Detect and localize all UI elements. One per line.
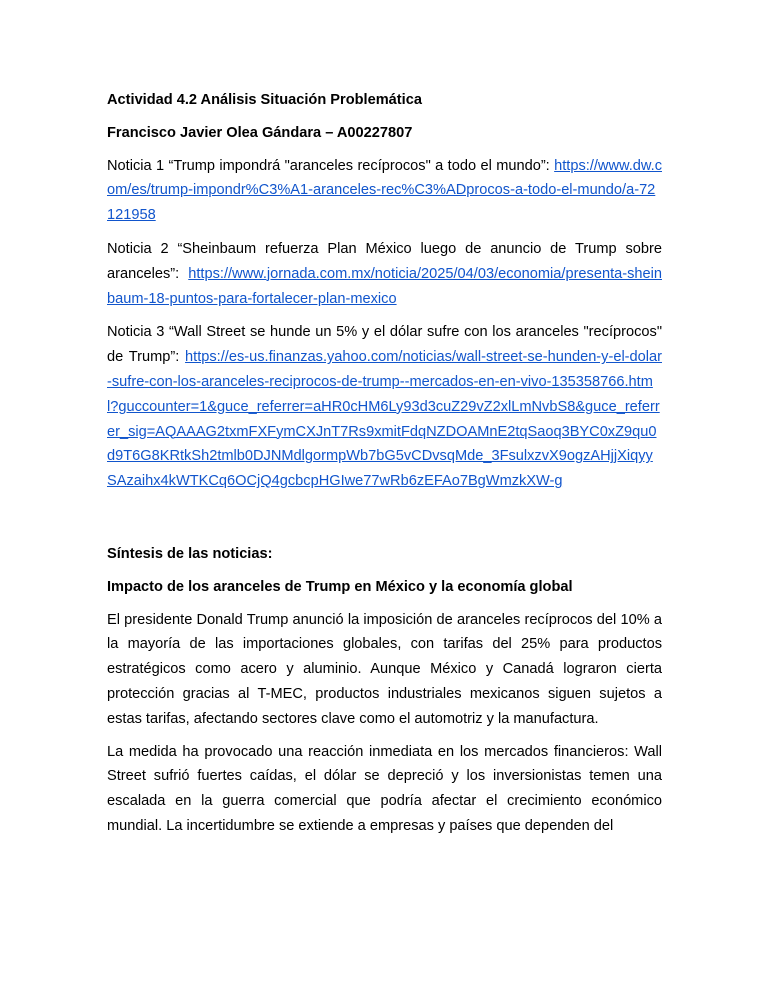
document-title: Actividad 4.2 Análisis Situación Problemática: [107, 92, 422, 108]
news-3-text: Noticia 3 “Wall Street se hunde un 5% y el dólar sufre con los aranceles "recíprocos" de Trump”:: [107, 324, 662, 366]
body-paragraph-2: La medida ha provocado una reacción inmediata en los mercados financieros: Wall Street sufrió fuertes caídas, el dólar se depreció y los inversionistas temen una escalada en la guerra comercial que podría afectar el crecimiento económico mundial. La incertidumbre se extiende a empresas y países que dependen del: [107, 743, 662, 834]
news-item-1: [107, 154, 662, 228]
document-body: [107, 88, 662, 839]
news-2-link[interactable]: https://www.jornada.com.mx/noticia/2025/04/03/economia/presenta-sheinbaum-18-puntos-para-fortalecer-plan-mexico: [107, 265, 662, 307]
news-1-text: Noticia 1 “Trump impondrá "aranceles recíprocos" a todo el mundo”:: [107, 157, 555, 174]
news-2-text: Noticia 2 “Sheinbaum refuerza Plan México luego de anuncio de Trump sobre aranceles”:: [107, 240, 662, 282]
synthesis-heading: Síntesis de las noticias:: [107, 545, 273, 562]
body-paragraph-1: El presidente Donald Trump anunció la imposición de aranceles recíprocos del 10% a la mayoría de las importaciones globales, con tarifas del 25% para productos estratégicos como acero y aluminio. Aunque México y Canadá lograron cierta protección gracias al T-MEC, productos industriales mexicanos siguen sujetos a estas tarifas, afectando sectores clave como el automotriz y la manufactura.: [107, 611, 662, 727]
news-item-2: [107, 237, 662, 311]
author-line: Francisco Javier Olea Gándara – A00227807: [107, 124, 413, 141]
impact-heading: Impacto de los aranceles de Trump en México y la economía global: [107, 578, 573, 595]
news-1-link[interactable]: https://www.dw.com/es/trump-impondr%C3%A1-aranceles-rec%C3%ADprocos-a-todo-el-mundo/a-72121958: [107, 157, 662, 224]
news-item-3: [107, 320, 662, 494]
news-3-link[interactable]: https://es-us.finanzas.yahoo.com/noticias/wall-street-se-hunden-y-el-dolar-sufre-con-los-aranceles-reciprocos-de-trump--mercados-en-en-vivo-135358766.html?guccounter=1&guce_referrer=aHR0cHM6Ly93d3cuZ29vZ2xlLmNvbS8&guce_referrer_sig=AQAAAG2txmFXFymCXJnT7Rs9xmitFdqNZDOAMnE2tqSaoq3BYC0xZ9qu0d9T6G8KRtkSh2tmlb0DJNMdlgormpWb7bG5vCDvsqMde_3FsulxzvX9ogzAHjjXiqyySAzaihx4kWTKCq6OCjQ4gcbcpHGIwe77wRb6zEFAo7BgWmzkXW-g: [107, 349, 662, 490]
